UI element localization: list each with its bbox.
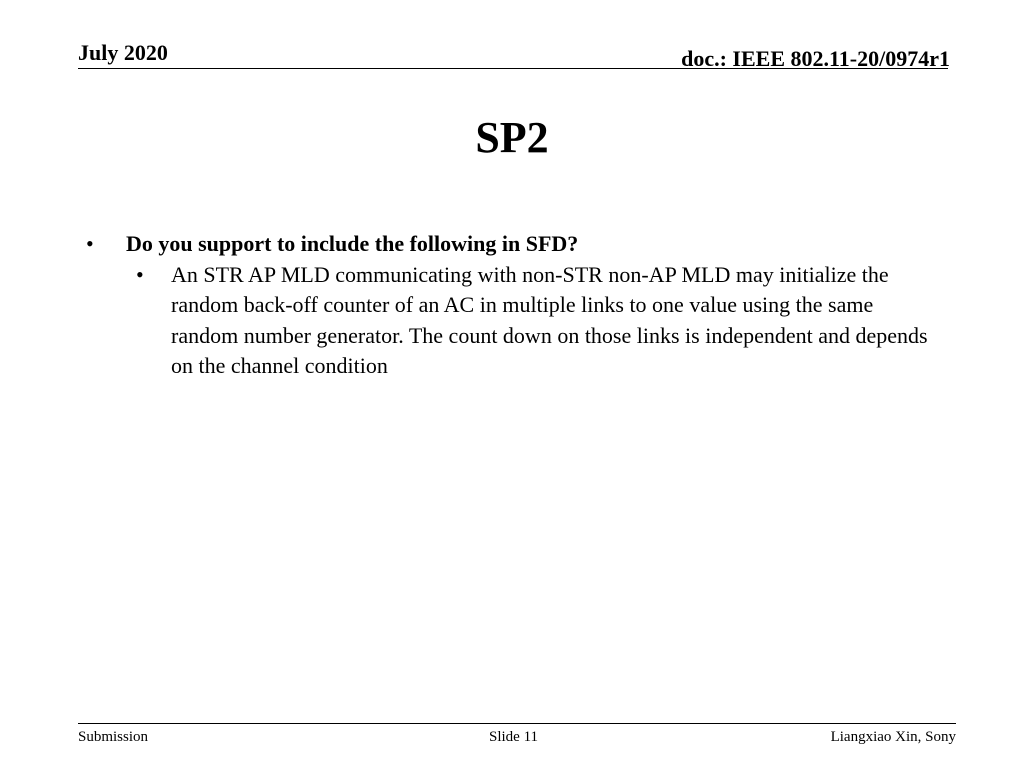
bullet-marker: •	[86, 231, 94, 256]
footer-submission: Submission	[78, 729, 149, 745]
bullet-item	[86, 229, 946, 260]
slide-title: SP2	[475, 113, 549, 162]
bullet-text: Do you support to include the following in SFD?	[126, 231, 579, 256]
header-document-id: doc.: IEEE 802.11-20/0974r1	[681, 46, 950, 71]
header-divider	[78, 68, 948, 69]
footer-divider	[78, 723, 956, 724]
header-date: July 2020	[78, 40, 168, 65]
sub-bullet-item	[136, 260, 946, 382]
footer-author: Liangxiao Xin, Sony	[830, 729, 956, 745]
slide-body	[86, 229, 946, 382]
sub-bullet-marker: •	[136, 261, 144, 287]
footer-slide-number: Slide 11	[489, 729, 539, 745]
sub-bullet-text: An STR AP MLD communicating with non-STR non-AP MLD may initialize the random back-off counter of an AC in multiple links to one value using the same random number generator. The count down on those links is independent and depends on the channel condition	[171, 261, 928, 378]
